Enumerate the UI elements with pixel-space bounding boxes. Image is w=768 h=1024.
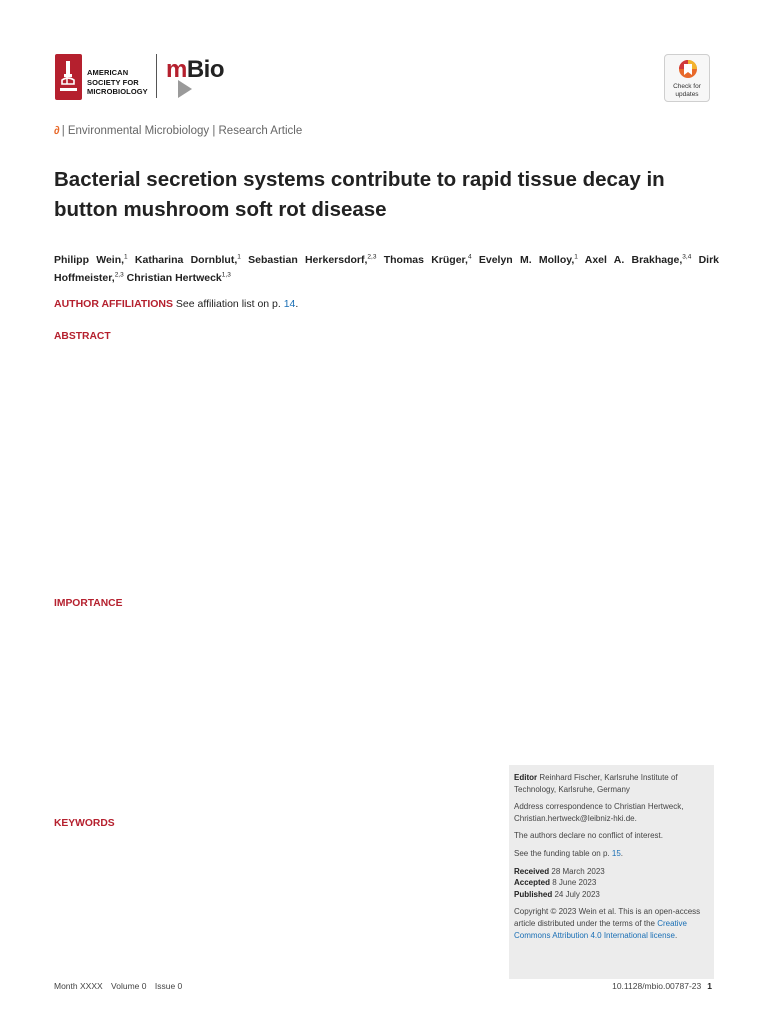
- abstract-label: ABSTRACT: [54, 331, 111, 342]
- asm-logo: [55, 54, 155, 102]
- footer-issue-info: [54, 981, 188, 991]
- funding-end: .: [620, 848, 624, 858]
- journal-logo-triangle-icon: [178, 80, 192, 98]
- keywords: [54, 816, 493, 831]
- author[interactable]: [585, 254, 692, 266]
- author-name: Sebastian Herkersdorf,: [248, 253, 368, 266]
- license-end: .: [674, 930, 678, 940]
- category-text: | Environmental Microbiology | Research Article: [61, 125, 303, 137]
- keywords-label: KEYWORDS: [54, 818, 115, 829]
- editor-info: [514, 772, 709, 795]
- page-number: 1: [707, 981, 712, 991]
- license-link[interactable]: Creative Commons Attribution 4.0 International license: [514, 918, 687, 940]
- author-affiliation-number: 4: [467, 253, 472, 260]
- funding-info: [514, 848, 709, 860]
- published-value: 24 July 2023: [554, 889, 600, 899]
- author-affiliation-number: 1,3: [221, 271, 231, 279]
- correspondence-email[interactable]: Christian.hertweck@leibniz-hki.de.: [514, 813, 637, 823]
- published-label: Published: [514, 889, 553, 899]
- editor-label: Editor: [514, 773, 538, 782]
- society-name-line: AMERICAN: [87, 68, 129, 77]
- received-date: [514, 866, 709, 878]
- author-name: Evelyn M. Molloy,: [478, 253, 575, 266]
- affiliations-text: See affiliation list on p.: [175, 298, 281, 310]
- funding-page-link[interactable]: 15: [611, 848, 621, 858]
- author[interactable]: [127, 272, 231, 284]
- author-affiliation-number: 1: [124, 253, 128, 260]
- journal-logo[interactable]: [166, 56, 224, 84]
- author-name: Dirk Hoffmeister,: [54, 253, 720, 284]
- importance: [54, 596, 493, 611]
- society-name-line: SOCIETY FOR: [87, 77, 139, 87]
- copyright-info: [514, 906, 709, 941]
- author-name: Katharina Dornblut,: [134, 253, 238, 266]
- check-for-updates-label: [665, 83, 709, 98]
- footer-volume: Volume 0: [111, 981, 147, 991]
- author-affiliation-number: 2,3: [367, 253, 377, 260]
- copyright-text: Copyright © 2023 Wein et al. This is an open-access article distributed under the terms of the: [514, 907, 701, 928]
- footer-issue: Issue 0: [154, 981, 183, 991]
- author-list: [54, 249, 719, 286]
- funding-text: See the funding table on p.: [514, 848, 610, 858]
- check-for-updates-button[interactable]: [664, 54, 710, 102]
- author[interactable]: [248, 254, 376, 266]
- check-updates-line: updates: [675, 90, 699, 98]
- bookmark-check-icon: [678, 59, 698, 81]
- author[interactable]: [384, 254, 472, 266]
- affiliations-end: .: [295, 298, 299, 310]
- author-affiliation-number: 1: [574, 253, 578, 260]
- author-name: Axel A. Brakhage,: [584, 253, 683, 266]
- author[interactable]: [54, 254, 128, 266]
- introduction: [54, 862, 493, 864]
- abstract: [54, 329, 493, 344]
- accepted-label: Accepted: [514, 878, 551, 888]
- author-affiliation-number: 1: [237, 253, 241, 260]
- affiliations-page-link[interactable]: 14: [283, 298, 296, 310]
- author-name: Thomas Krüger,: [383, 253, 468, 266]
- society-name: [87, 68, 148, 97]
- received-value: 28 March 2023: [551, 866, 605, 876]
- article-category: [54, 125, 302, 137]
- correspondence-info: [514, 801, 709, 824]
- author-affiliation-number: 3,4: [682, 253, 692, 260]
- author-affiliation-number: 2,3: [114, 271, 124, 279]
- article-dates: [514, 866, 709, 901]
- check-updates-line: Check for: [673, 83, 701, 90]
- society-name-line: MICROBIOLOGY: [87, 87, 148, 96]
- author[interactable]: [479, 254, 578, 266]
- footer-doi[interactable]: 10.1128/mbio.00787-23: [612, 981, 702, 991]
- affiliations-label: AUTHOR AFFILIATIONS: [54, 298, 173, 310]
- received-label: Received: [514, 866, 550, 876]
- journal-logo-bio: Bio: [186, 56, 225, 83]
- correspondence-line: Address correspondence to Christian Hertweck,: [514, 802, 684, 812]
- microscope-icon: [55, 54, 82, 100]
- published-date: [514, 889, 709, 901]
- accepted-date: [514, 877, 709, 889]
- open-access-icon: ∂: [54, 125, 60, 137]
- article-info-sidebar: [509, 765, 714, 979]
- editor-text: Reinhard Fischer, Karlsruhe Institute of Technology, Karlsruhe, Germany: [514, 773, 678, 794]
- importance-label: IMPORTANCE: [54, 598, 123, 609]
- accepted-value: 8 June 2023: [552, 878, 597, 888]
- author-name: Philipp Wein,: [54, 253, 125, 266]
- author-name: Christian Hertweck: [126, 272, 222, 284]
- journal-logo-m: m: [166, 56, 187, 83]
- author[interactable]: [135, 254, 241, 266]
- logo-divider: [156, 54, 157, 98]
- footer-doi-page: [612, 981, 712, 991]
- author-affiliations: [54, 298, 298, 310]
- footer-month: Month XXXX: [54, 981, 103, 991]
- conflict-statement: The authors declare no conflict of interest.: [514, 831, 663, 841]
- article-title: Bacterial secretion systems contribute to rapid tissue decay in button mushroom soft rot disease: [54, 168, 665, 221]
